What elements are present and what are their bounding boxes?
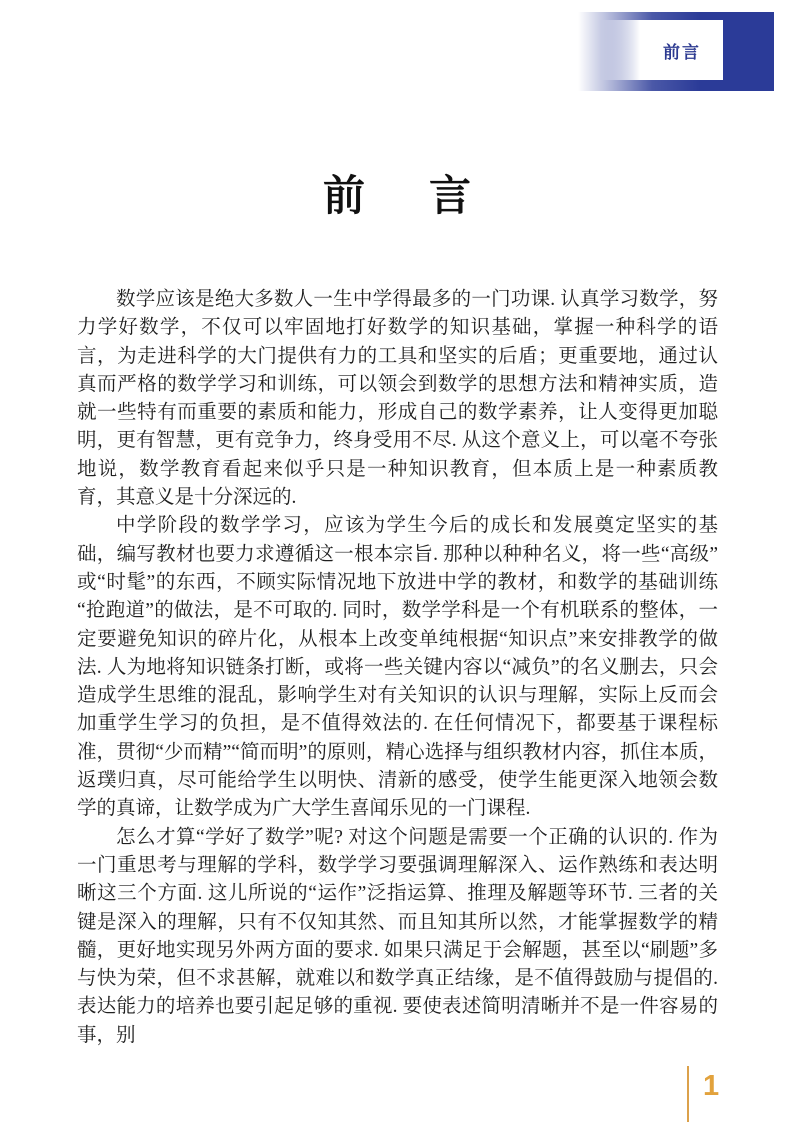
header-label-box bbox=[601, 20, 723, 80]
preface-paragraph: 怎么才算“学好了数学”呢? 对这个问题是需要一个正确的认识的. 作为一门重思考与理解的学科，数学学习要强调理解深入、运作熟练和表达明晰这三个方面. 这儿所说的“运作”泛指运算、推理及解题等环节. 三者的关键是深入的理解，只有不仅知其然、而且知其所以然，才能掌握数学的精髓，更好地实现另外两方面的要求. 如果只满足于会解题，甚至以“刷题”多与快为荣，但不求甚解，就难以和数学真正结缘，是不值得鼓励与提倡的. 表达能力的培养也要引起足够的重视. 要使表述简明清晰并不是一件容易的事，别 bbox=[77, 826, 718, 1046]
running-header-label: 前言 bbox=[663, 42, 701, 62]
page-number: 1 bbox=[703, 1070, 720, 1102]
preface-paragraph: 中学阶段的数学学习，应该为学生今后的成长和发展奠定坚实的基础，编写教材也要力求遵循这一根本宗旨. 那种以种种名义，将一些“高级”或“时髦”的东西，不顾实际情况地下放进中学的教材，和数学的基础训练“抢跑道”的做法，是不可取的. 同时，数学学科是一个有机联系的整体，一定要避免知识的碎片化，从根本上改变单纯根据“知识点”来安排教学的做法. 人为地将知识链条打断，或将一些关键内容以“减负”的名义删去，只会造成学生思维的混乱，影响学生对有关知识的认识与理解，实际上反而会加重学生学习的负担，是不值得效法的. 在任何情况下，都要基于课程标准，贯彻“少而精”“简而明”的原则，精心选择与组织教材内容，抓住本质，返璞归真，尽可能给学生以明快、清新的感受，使学生能更深入地领会数学的真谛，让数学成为广大学生喜闻乐见的一门课程. bbox=[77, 515, 718, 820]
preface-content bbox=[77, 286, 718, 1050]
preface-paragraph: 数学应该是绝大多数人一生中学得最多的一门功课. 认真学习数学，努力学好数学，不仅可以牢固地打好数学的知识基础，掌握一种科学的语言，为走进科学的大门提供有力的工具和坚实的后盾；更重要地，通过认真而严格的数学学习和训练，可以领会到数学的思想方法和精神实质，造就一些特有而重要的素质和能力，形成自己的数学素养，让人变得更加聪明，更有智慧，更有竞争力，终身受用不尽. 从这个意义上，可以毫不夸张地说，数学教育看起来似乎只是一种知识教育，但本质上是一种素质教育，其意义是十分深远的. bbox=[77, 289, 718, 509]
page-title: 前言 bbox=[322, 172, 535, 219]
header-band bbox=[578, 12, 774, 91]
footer-divider bbox=[687, 1066, 689, 1122]
